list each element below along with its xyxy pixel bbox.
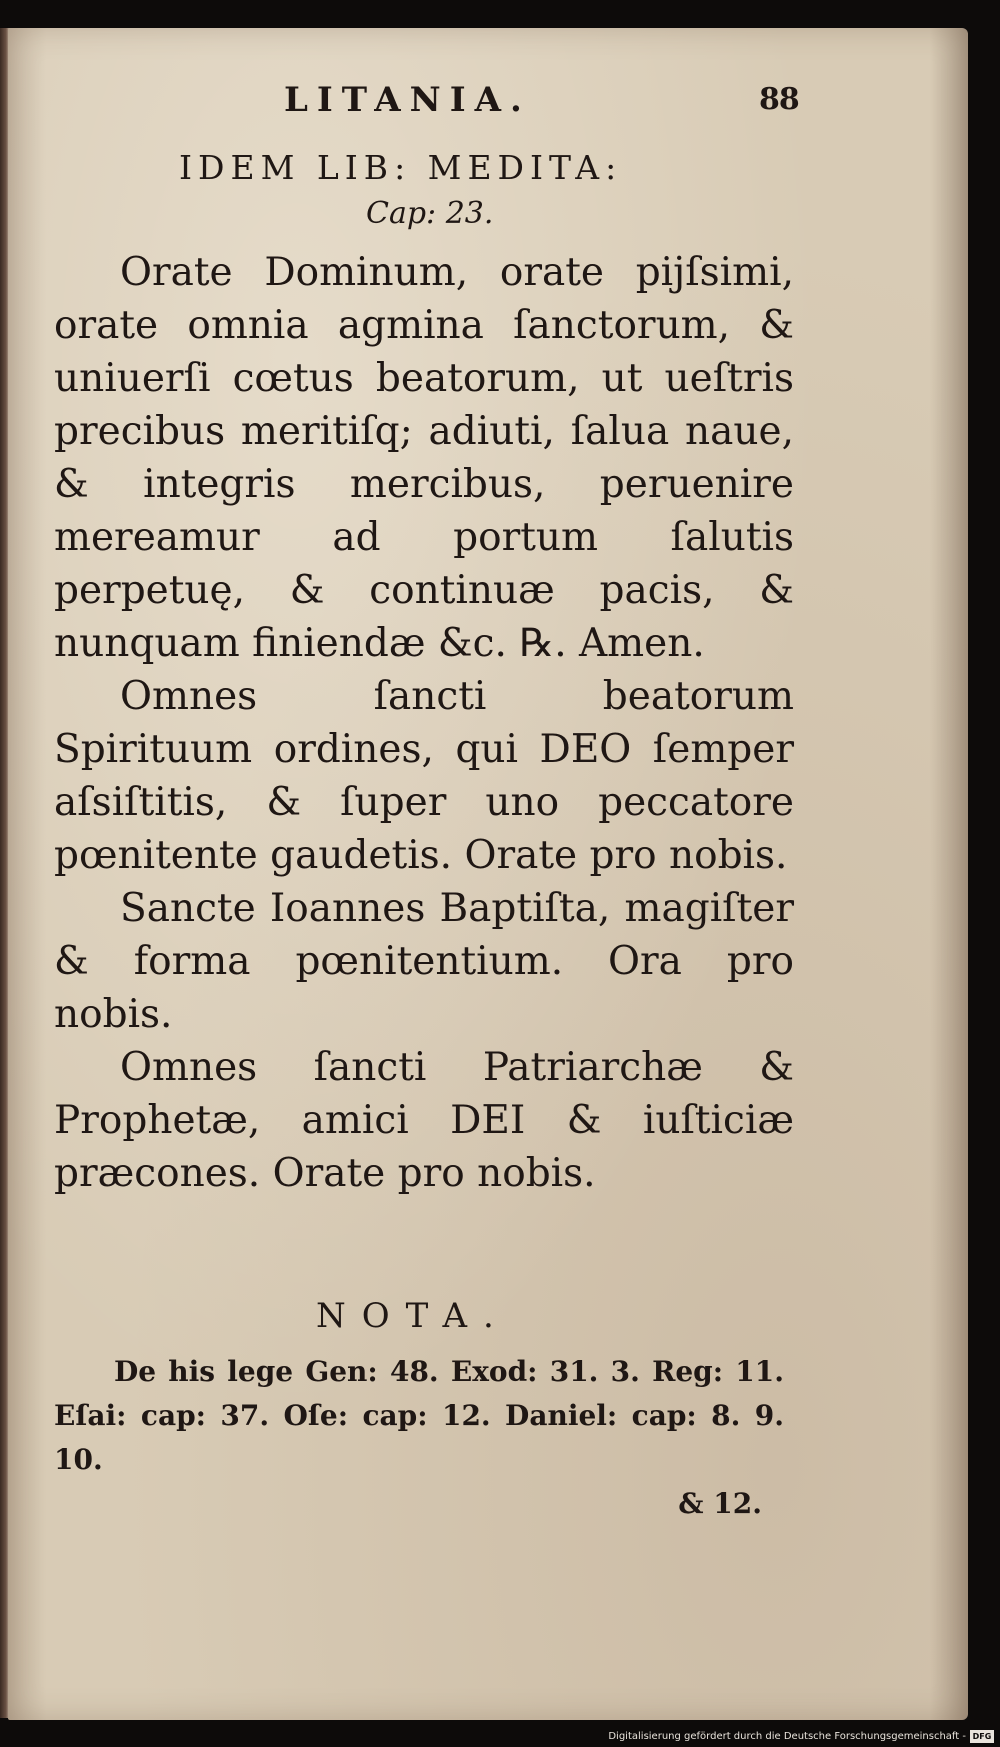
digitization-credit: Digitalisierung gefördert durch die Deutsche Forschungsgemeinschaft - (608, 1731, 966, 1742)
running-head: LITANIA. (284, 80, 531, 120)
litany-body (54, 246, 794, 1200)
page-number: 88 (759, 82, 799, 117)
nota-heading: NOTA. (316, 1296, 510, 1336)
paragraph-ioannes-baptista: Sancte Ioannes Baptiſta, magiſter & forma pœnitentium. Ora pro nobis. (54, 886, 794, 1037)
source-chapter: Cap: 23. (366, 196, 494, 231)
book-page (8, 28, 968, 1720)
nota-note (54, 1350, 784, 1526)
paragraph-patriarchae-prophetae: Omnes ſancti Patriarchæ & Prophetæ, amici DEI & iuſticiæ præcones. Orate pro nobis. (54, 1045, 794, 1196)
paragraph-omnes-sancti-spirituum: Omnes ſancti beatorum Spirituum ordines, qui DEO ſemper aſsiſtitis, & ſuper uno peccatore pœnitente gaudetis. Orate pro nobis. (54, 674, 794, 878)
nota-references-end: & 12. (678, 1487, 762, 1520)
dfg-logo: DFG (970, 1730, 994, 1743)
source-reference: IDEM LIB: MEDITA: (179, 148, 623, 187)
paragraph-orate-dominum: Orate Dominum, orate pijſsimi, orate omnia agmina ſanctorum, & uniuerſi cœtus beatorum, ut ueſtris precibus meritiſq; adiuti, ſalua naue, & integris mercibus, peruenire mereamur ad portum ſalutis perpetuę, & continuæ pacis, & nunquam finiendæ &c. ℞. Amen. (54, 250, 794, 666)
nota-references: De his lege Gen: 48. Exod: 31. 3. Reg: 11. Eſai: cap: 37. Oſe: cap: 12. Daniel: cap: 8. 9. 10. (54, 1355, 784, 1476)
